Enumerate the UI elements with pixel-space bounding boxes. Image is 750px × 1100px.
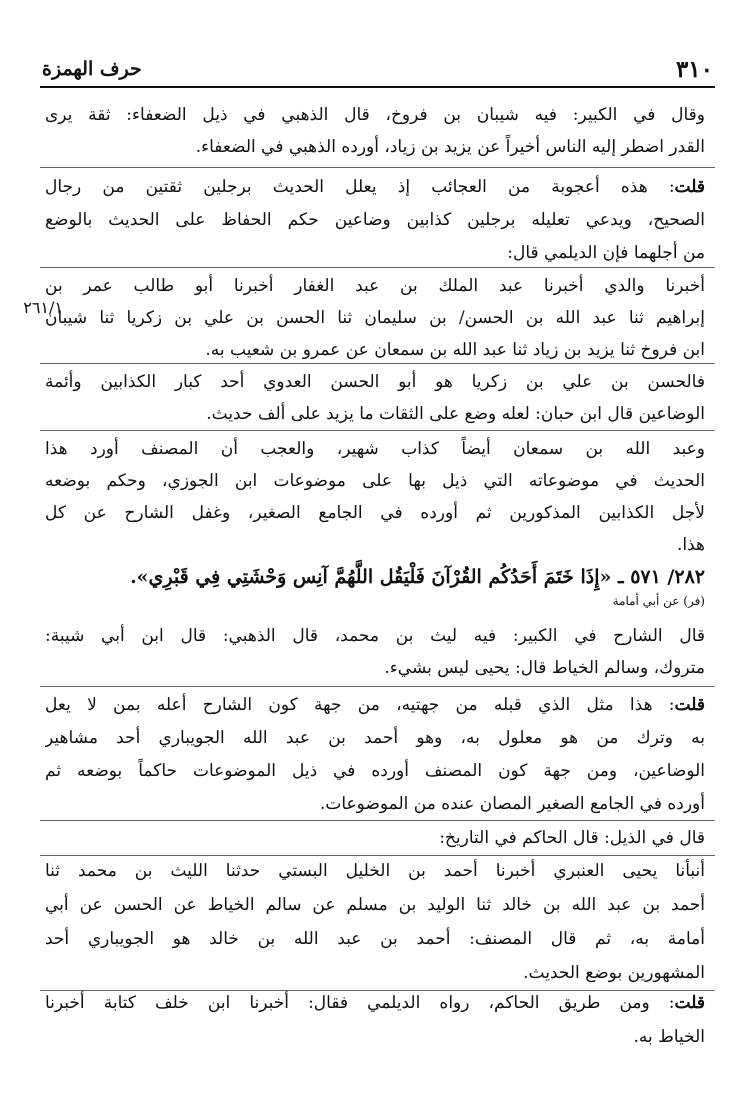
qultu-label: قلت xyxy=(674,177,705,197)
qultu-label: قلت xyxy=(674,993,705,1013)
text-line: هذا. xyxy=(676,535,705,555)
paragraph-7 xyxy=(45,689,705,821)
paragraph-5 xyxy=(45,433,705,561)
text-line: أمامة به، ثم قال المصنف: أحمد بن عبد الله بن خالد هو الجويباري أحد xyxy=(45,929,705,949)
text-line: قال الشارح في الكبير: فيه ليث بن محمد، قال الذهبي: قال ابن أبي شيبة: xyxy=(45,626,705,646)
text-line: به وترك من هو معلول به، وهو أحمد بن عبد الله الجويباري أحد مشاهير xyxy=(45,728,705,748)
text-line: أحمد بن عبد الله بن خالد ثنا الوليد بن مسلم عن سالم الخياط عن الحسن عن أبي xyxy=(45,895,705,915)
paragraph-9 xyxy=(45,854,705,990)
chapter-title: حرف الهمزة xyxy=(42,58,142,80)
text-line: أخبرنا والدي أخبرنا عبد الملك بن عبد الغفار أخبرنا أبو طالب عمر بن xyxy=(45,276,705,296)
text-line xyxy=(45,171,705,204)
line-text: : ومن طريق الحاكم، رواه الديلمي فقال: أخبرنا ابن خلف كتابة أخبرنا xyxy=(45,993,675,1013)
text-line: المشهورين بوضع الحديث. xyxy=(523,963,705,983)
line-text: : هذه أعجوبة من العجائب إذ يعلل الحديث برجلين ثقتين من رجال xyxy=(45,177,675,197)
text-line: الخياط به. xyxy=(633,1027,705,1047)
paragraph-3 xyxy=(45,270,705,366)
hadith-number: ٢٨٢/ ٥٧١ ـ xyxy=(618,566,705,588)
text-line: من أجلهما فإن الديلمي قال: xyxy=(507,243,705,263)
page-number: ٣١٠ xyxy=(675,56,713,83)
text-line: الصحيح، ويدعي تعليله برجلين كذابين وضاعين حكم الحفاظ على الحديث بالوضع xyxy=(45,210,705,230)
page-header xyxy=(40,50,715,88)
text-line: ابن فروخ ثنا يزيد بن زياد ثنا عبد الله بن سمعان عن عمرو بن شعيب به. xyxy=(205,340,705,360)
paragraph-10 xyxy=(45,986,705,1054)
text-line: الوضاعين، ومن جهة كون المصنف أورده في ذيل الموضوعات حاكماً بوضعه ثم xyxy=(45,761,705,781)
line-text: : هذا مثل الذي قبله من جهتيه، من جهة كون الشارح أعله بمن لا يعل xyxy=(45,695,675,715)
text-line: الوضاعين قال ابن حبان: لعله وضع على الثقات ما يزيد على ألف حديث. xyxy=(206,404,705,424)
separator-rule xyxy=(40,363,715,364)
qultu-label: قلت xyxy=(674,695,705,715)
hadith-source: (فر) عن أبي أمامة xyxy=(612,594,705,608)
text-line: أنبأنا يحيى العنبري أخبرنا أحمد بن الخليل البستي حدثنا الليث بن محمد ثنا xyxy=(45,861,705,881)
text-line: متروك، وسالم الخياط قال: يحيى ليس بشيء. xyxy=(384,658,705,678)
separator-rule xyxy=(40,430,715,431)
paragraph-2 xyxy=(45,171,705,270)
text-line: وقال في الكبير: فيه شيبان بن فروخ، قال الذهبي في ذيل الضعفاء: ثقة يرى xyxy=(45,105,705,125)
text-line: إبراهيم ثنا عبد الله بن الحسن/ بن سليمان ثنا الحسن بن علي بن زكريا ثنا شيبان xyxy=(45,308,705,328)
paragraph-8 xyxy=(45,822,705,854)
hadith-heading xyxy=(45,562,705,592)
separator-rule xyxy=(40,686,715,687)
text-line: لأجل الكذابين المذكورين ثم أورده في الجامع الصغير، وغفل الشارح عن كل xyxy=(45,503,705,523)
hadith-text: «إِذَا خَتَمَ أَحَدُكُم القُرْآنَ فَلْيَقُل اللَّهُمَّ آنِس وَحْشَتِي فِي قَبْرِي». xyxy=(130,566,612,588)
paragraph-1 xyxy=(45,99,705,163)
paragraph-4 xyxy=(45,366,705,430)
margin-reference: ٢٦١/١ xyxy=(23,298,63,317)
paragraph-6 xyxy=(45,620,705,684)
text-line xyxy=(45,689,705,722)
text-line: القدر اضطر إليه الناس أخيراً عن يزيد بن زياد، أورده الذهبي في الضعفاء. xyxy=(195,137,705,157)
separator-rule xyxy=(40,267,715,268)
text-line: قال في الذيل: قال الحاكم في التاريخ: xyxy=(439,828,705,848)
text-line: وعبد الله بن سمعان أيضاً كذاب شهير، والعجب أن المصنف أورد هذا xyxy=(45,439,705,459)
text-line: الحديث في موضوعاته التي ذيل بها على موضوعات ابن الجوزي، وحكم بوضعه xyxy=(45,471,705,491)
separator-rule xyxy=(40,167,715,168)
text-line: فالحسن بن علي بن زكريا هو أبو الحسن العدوي أحد كبار الكذابين وأئمة xyxy=(45,372,705,392)
text-line xyxy=(45,986,705,1020)
text-line: أورده في الجامع الصغير المصان عنده من الموضوعات. xyxy=(319,794,705,814)
separator-rule xyxy=(40,820,715,821)
